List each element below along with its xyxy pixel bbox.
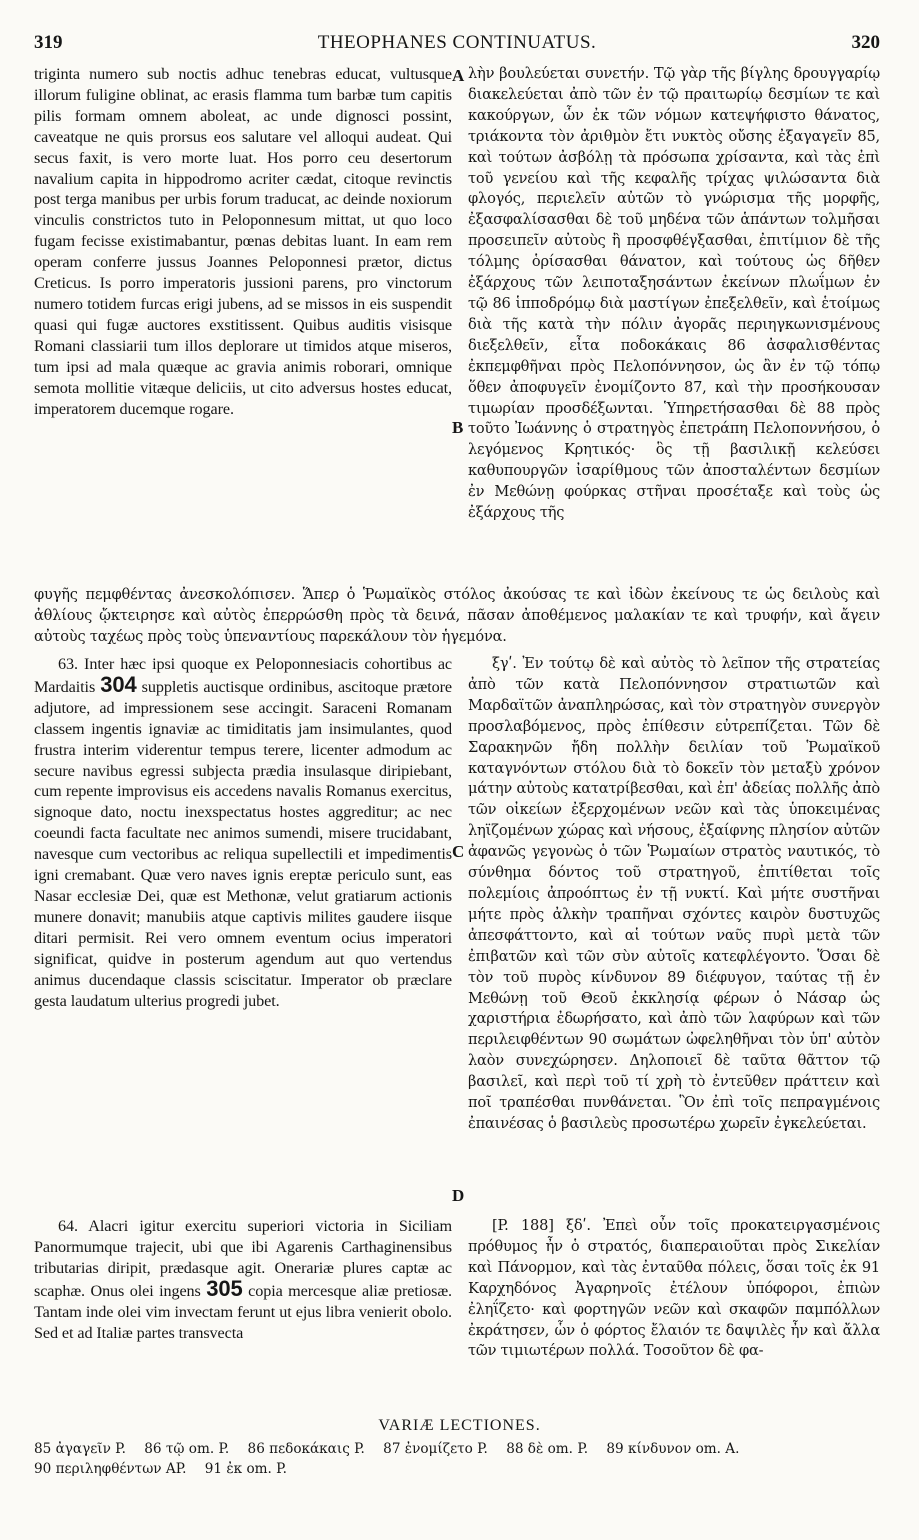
variant-reading: 90 περιληφθέντων AP. — [34, 1461, 187, 1477]
margin-page-ref-305: 305 — [206, 1275, 243, 1301]
margin-letter-c: C — [452, 842, 465, 861]
variant-reading: 87 ἐνομίζετο P. — [383, 1441, 488, 1457]
latin-column-section-63 — [34, 654, 452, 1011]
variant-reading: 86 τῷ om. P. — [144, 1441, 230, 1457]
variant-reading: 91 ἐκ om. P. — [204, 1461, 287, 1477]
latin-63-text-b: suppletis auctisque ordinibus, ascitoque prætore adjutore, ad impressionem sese accingit. Saraceni Romanam classem ingentis ignaviæ ac timiditatis jam insimulantes, quod frustra interim viderentur tempus terere, licenter admodum ac secure navibus egressi subjecta prædia insulasque diripiebant, cum repente improvisus eis accedens navalis Romanus exercitus, signoque dato, noctu inexspectatus hostes aggreditur; ac nec coeundi facta facultate nec animos sumendi, misere trucidabant, navesque cum vectoribus ac reliqua supellectili et impedimentis igni cremabant. Quæ vero naves ignis ereptæ periculo sunt, eas Nasar ecclesiæ Dei, quæ est Methonæ, velut gratiarum actionis munere donavit; manubiis atque captivis milites gaudere iisque ditari permisit. Rei vero omnem eventum ocius imperatori significat, quidve in posterum agendum aut quo vertendus animus ducendaque classis sciscitatur. Imperator ob præclare gesta laudatum ulterius progredi jubet. — [34, 677, 452, 1010]
page-header — [34, 32, 880, 58]
latin-paragraph-64 — [34, 1216, 452, 1343]
variant-reading: 86 πεδοκάκαις P. — [247, 1441, 365, 1457]
margin-letter-a: A — [452, 66, 465, 85]
page-number-right: 320 — [851, 32, 880, 53]
greek-column-section-1 — [468, 64, 880, 524]
greek-paragraph-63: ξγʹ. Ἐν τούτῳ δὲ καὶ αὐτὸς τὸ λεῖπον τῆς στρατείας ἀπὸ τῶν κατὰ Πελοπόννησον στρατιωτῶν καὶ Μαρδαϊτῶν ἀναπληρώσας, καὶ τὸν στρατηγὸν συνεργὸν προσλαβόμενος, πρὸς ἐπίθεσιν εὐτρεπίζεται. Τῶν δὲ Σαρακηνῶν ἤδη πολλὴν δειλίαν τοῦ Ῥωμαϊκοῦ καταγνόντων στόλου διὰ τὸ δοκεῖν τὸν μεταξὺ χρόνον μάτην αὐτοὺς κατατρίβεσθαι, καὶ ἐπ' ἀδείας πολλῆς ἀπὸ τῶν οἰκείων ἐξερχομένων νεῶν καὶ τὰς ὑποκειμένας ληϊζομένων χώρας καὶ νήσους, ἐξαίφνης πλησίον αὐτῶν ἀφανῶς γεγονὼς ὁ τῶν Ῥωμαίων στρατὸς ναυτικός, τὸ σύνθημα δόντος τοῦ στρατηγοῦ, ἐπιτίθεται τοῖς πολεμίοις ἀπροόπτως ἐν τῇ νυκτί. Καὶ μήτε συστῆναι μήτε πρὸς ἀλκὴν τραπῆναι σχόντες καιρὸν δυστυχῶς ἀπεσφάττοντο, καὶ αἱ τούτων ναῦς πυρὶ μετὰ τῶν ἐπιβατῶν καὶ τῶν σὺν αὐτοῖς κατεφλέγοντο. Ὅσαι δὲ τὸν τοῦ πυρὸς κίνδυνον 89 διέφυγον, ταύτας τῇ ἐν Μεθώνῃ τοῦ Θεοῦ ἐκκλησίᾳ φέρων ὁ Νάσαρ ὡς χαριστήρια ἐδωρήσατο, καὶ ἀπὸ τῶν λαφύρων καὶ τῶν περιλειφθέντων 90 σωμάτων ὠφεληθῆναι τὸν ὑπ' αὐτὸν λαὸν συνεχώρησεν. Δηλοποιεῖ δὲ ταῦτα θᾶττον τῷ βασιλεῖ, καὶ περὶ τοῦ τί χρὴ τὸ ἐντεῦθεν πράττειν καὶ ποῖ τραπέσθαι πυνθάνεται. Ὃν ἐπὶ τοῖς πεπραγμένοις ἐπαινέσας ὁ βασιλεὺς προσωτέρω χωρεῖν ἐγκελεύεται. — [468, 655, 880, 1132]
margin-page-ref-304: 304 — [100, 671, 137, 697]
latin-63-text-a: Inter hæc ipsi quoque ex Peloponnesiacis cohortibus ac Mardaitis — [34, 655, 452, 696]
margin-letter-b: B — [452, 418, 464, 437]
section-number-64: 64. — [58, 1217, 78, 1235]
greek-paragraph-64: [P. 188] ξδʹ. Ἐπεὶ οὖν τοῖς προκατειργασμένοις πρόθυμος ἦν ὁ στρατός, διαπεραιοῦται πρὸς Σικελίαν καὶ Πάνορμον, καὶ τὰς ἐνταῦθα πόλεις, ὅσαι τοῖς ἐκ 91 Καρχηδόνος Ἀγαρηνοῖς ἐτέλουν ὑπόφοροι, ἐπιὼν ἐληΐζετο· καὶ φορτηγῶν νεῶν καὶ σκαφῶν παμπόλλων ἐκράτησεν, ὧν ὁ φόρτος ἔλαιόν τε δαψιλὲς ἦν καὶ ἄλλα τῶν τιμιωτέρων πολλά. Τοσοῦτον δὲ φα- — [468, 1217, 880, 1360]
variant-reading: 88 δὲ om. P. — [506, 1441, 589, 1457]
page-number-left: 319 — [34, 32, 63, 53]
running-title: THEOPHANES CONTINUATUS. — [317, 32, 597, 53]
greek-column-section-64 — [468, 1216, 880, 1362]
latin-64-text-a: Alacri igitur exercitu superiori victoria in Siciliam Panormumque trajecit, ubi que ibi Agarenis Carthaginensibus tributarias diripit, prædasque agit. Onerariæ plures captæ ac scaphæ. Onus olei ingens — [34, 1217, 452, 1300]
latin-column-section-64 — [34, 1216, 452, 1343]
greek-fullwidth-line — [34, 584, 880, 647]
greek-fullwidth-text: φυγῆς πεμφθέντας ἀνεσκολόπισεν. Ἅπερ ὁ Ῥωμαϊκὸς στόλος ἀκούσας τε καὶ ἰδὼν ἐκείνους τε ὡς δειλοὺς καὶ ἀθλίους ᾤκτειρησε καὶ αὐτὸς ἐπερρώσθη πρὸς τὰ δεινά, πᾶσαν ἀποθέμενος μαλακίαν τε καὶ τρυφήν, καὶ ἄγειν αὐτοὺς ταχέως πρὸς τοὺς ὑπεναντίους παρεκάλουν τὸν ἡγεμόνα. — [34, 586, 880, 645]
variant-reading: 89 κίνδυνον om. A. — [606, 1441, 740, 1457]
margin-letter-d: D — [452, 1186, 465, 1205]
latin-paragraph-63 — [34, 654, 452, 1011]
variae-lectiones-heading: VARIÆ LECTIONES. — [378, 1417, 541, 1434]
latin-64-text-b: copia mercesque aliæ pretiosæ. Tantam inde olei vim invectam ferunt ut ejus libra venierit obolo. Sed et ad Italiæ partes transvecta — [34, 1281, 452, 1342]
greek-column-section-63 — [468, 654, 880, 1135]
variant-reading: 85 ἀγαγεῖν P. — [34, 1441, 126, 1457]
latin-paragraph-continuation: triginta numero sub noctis adhuc tenebras educat, vultusque illorum fuligine oblinat, ac erasis flamma tum barbæ tum capitis pilis formam omnem aboleat, ac unde dignosci possint, caveatque ne quis prorsus eos salutare vel alloqui audeat. Qui secus faxit, is vero morte luat. Hos porro ceu desertorum navalium capita in hippodromo acriter cædat, citoque revinctis post terga manibus per urbis forum traducat, ac deinde noxiorum vinculis constrictos tuto in Peloponnesum mittat, ut quo loco fugam fecisse existimabantur, pœnas debitas luant. In eam rem operam conferre jussus Joannes Peloponnesi prætor, dictus Creticus. Is porro imperatoris jussioni parens, pro vinctorum numero totidem furcas erigi jubens, ad se missos in eis suspendit quasi qui fugæ auctores exstitissent. Quibus auditis visisque Romani classiarii tum illos deplorare ut timidos atque miseros, tum ipsi ad mala quæque ac gravia animis roborari, omnique semota mollitie vitæque deliciis, ut cito adversus hostes educat, imperatorem ducemque rogare. — [34, 65, 452, 418]
latin-column-section-1 — [34, 64, 452, 419]
variae-line-1 — [34, 1440, 880, 1458]
greek-paragraph-continuation: λὴν βουλεύεται συνετήν. Τῷ γὰρ τῆς βίγλης δρουγγαρίῳ διακελεύεται ἀπὸ τῶν ἐν τῷ πραιτωρίῳ δεσμίων τε καὶ κακούργων, ὧν ἐκ τῶν νόμων κατεψήφιστο θάνατος, τριάκοντα τὸν ἀριθμὸν ἔτι νυκτὸς οὔσης ἐξαγαγεῖν 85, καὶ τούτων ἀσβόλῃ τὰ πρόσωπα χρίσαντα, καὶ τὰς ἐπὶ τοῦ γενείου καὶ τῆς κεφαλῆς τρίχας ψιλώσαντα διὰ φλογός, περιελεῖν αὐτῶν τὸ γνώρισμα τῆς μορφῆς, ἐξασφαλίσασθαι δὲ τοῦ μηδένα τῶν ἁπάντων τολμῆσαι προσειπεῖν αὐτοὺς ἢ προσφθέγξασθαι, ἐπιτίμιον δὲ τῆς τόλμης ὁρίσασθαι θάνατον, καὶ τούτους ὡς δῆθεν ἐξάρχους τῶν λειποταξησάντων ἐκείνων πλωΐμων ἐν τῷ 86 ἱπποδρόμῳ διὰ μαστίγων ἐπεξελθεῖν, καὶ ἑτοίμως διὰ τῆς κατὰ τὴν πόλιν ἀγορᾶς περιηγκωνισμένους διεξελθεῖν, εἶτα ποδοκάκαις 86 ἀσφαλισθέντας ἐκπεμφθῆναι πρὸς Πελοπόννησον, ὡς ἂν ἐν τῷ τόπῳ ὅθεν ἀποφυγεῖν ἐνομίζοντο 87, καὶ τὴν προσήκουσαν τιμωρίαν προσδέξωνται. Ὑπηρετήσασθαι δὲ 88 πρὸς τοῦτο Ἰωάννης ὁ στρατηγὸς ἐπετράπη Πελοποννήσου, ὁ λεγόμενος Κρητικός· ὃς τῇ βασιλικῇ κελεύσει καθυπουργῶν ἰσαρίθμους τῶν ἀποσταλέντων δεσμίων ἐν Μεθώνῃ φούρκας στῆναι προσέταξε καὶ τοὺς ὡς ἐξάρχους τῆς — [468, 65, 880, 522]
section-number-63: 63. — [58, 655, 78, 673]
variae-line-2 — [34, 1460, 880, 1478]
